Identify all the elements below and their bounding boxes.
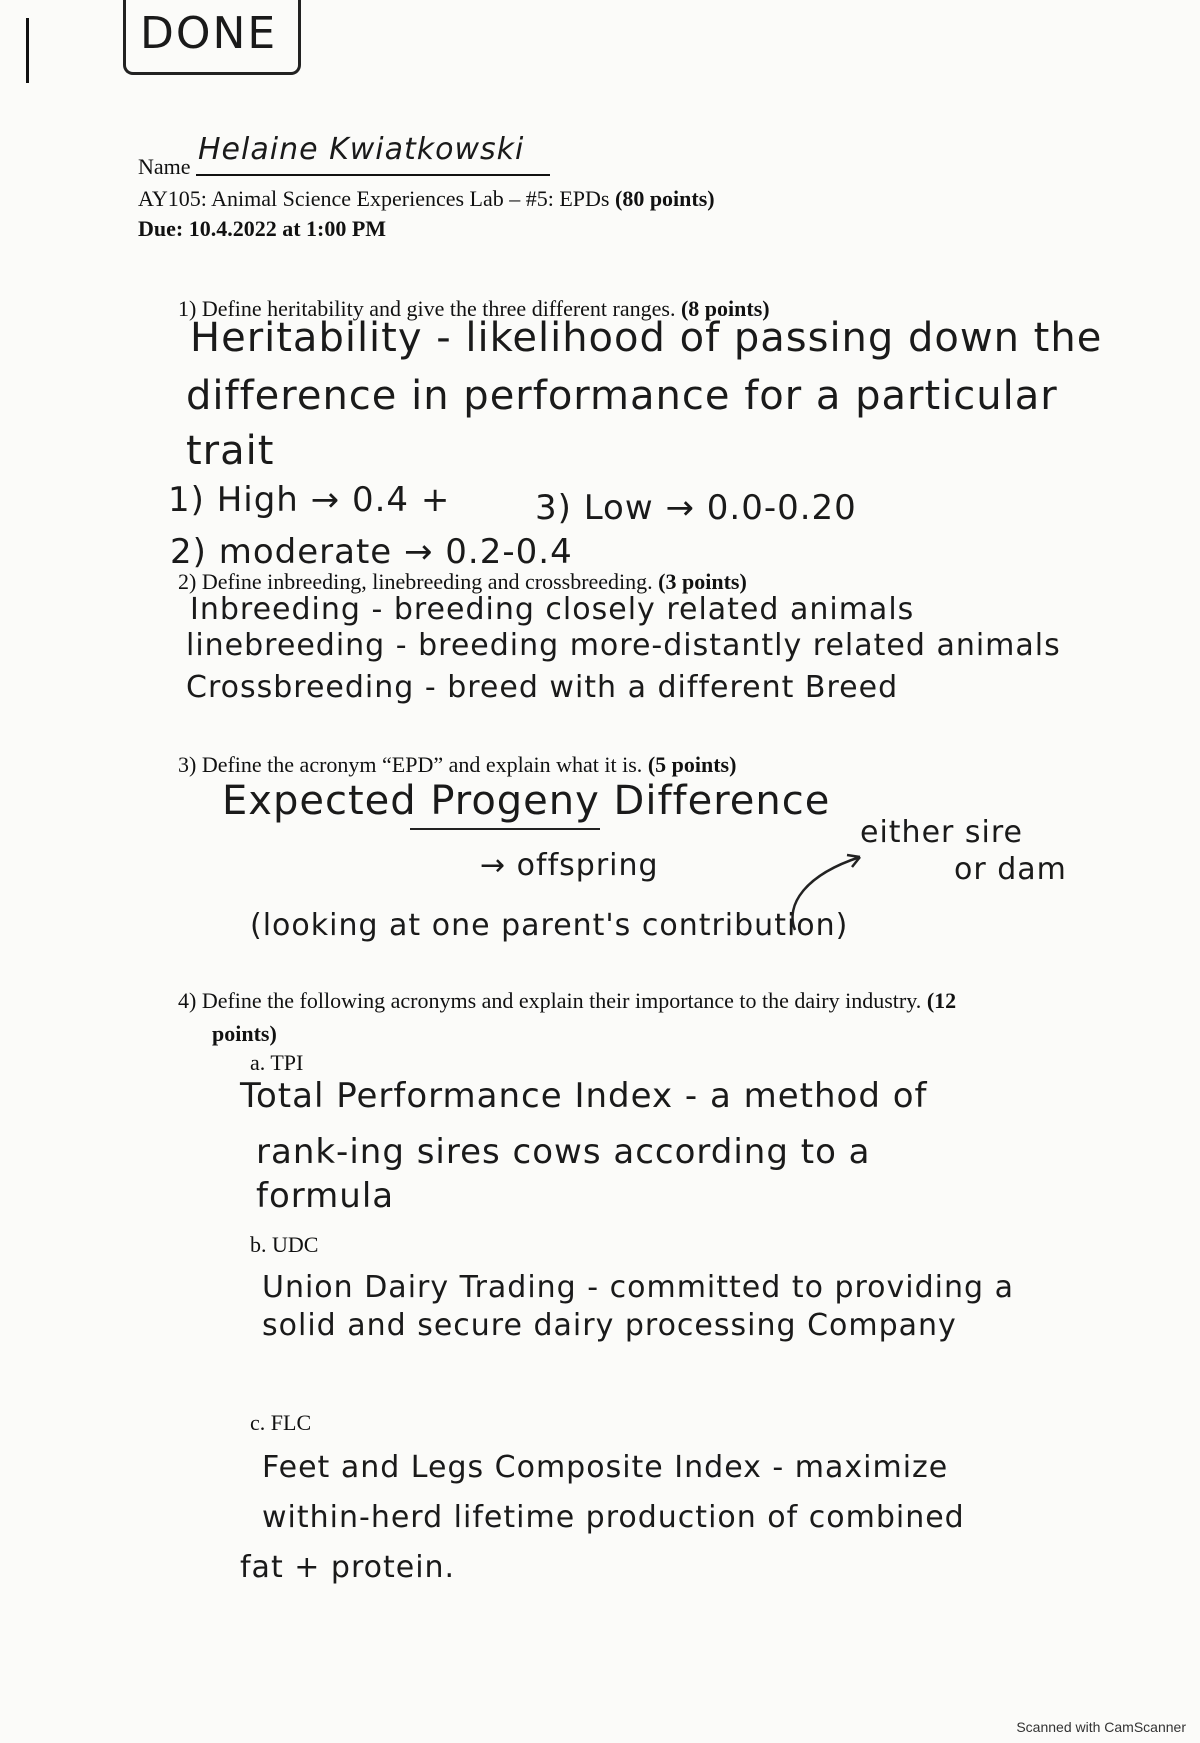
q3-progeny-underline <box>410 828 600 830</box>
q4c-line1: Feet and Legs Composite Index - maximize <box>262 1450 949 1485</box>
name-underline <box>196 174 550 176</box>
q3-points: (5 points) <box>647 752 737 777</box>
q3-prompt <box>178 752 736 778</box>
q1-answer-line2: difference in performance for a particular <box>186 373 1058 419</box>
q2-points: (3 points) <box>658 569 747 594</box>
q1-range-low: 3) Low → 0.0-0.20 <box>535 488 857 528</box>
q3-answer-or: or dam <box>954 852 1067 887</box>
due-date: Due: 10.4.2022 at 1:00 PM <box>138 216 387 241</box>
q3-answer-offspring: → offspring <box>480 848 659 883</box>
q4-prompt <box>178 988 956 1014</box>
q4a-line3: formula <box>256 1176 395 1216</box>
q1-answer-line3: trait <box>186 428 275 474</box>
q1-range-high: 1) High → 0.4 + <box>168 480 451 520</box>
q1-answer-line1: Heritability - likelihood of passing down the <box>190 315 1103 361</box>
q3-answer-either: either sire <box>860 815 1023 850</box>
course-title: AY105: Animal Science Experiences Lab – #5: EPDs <box>138 186 610 211</box>
q4b-label: b. UDC <box>250 1232 319 1257</box>
q3-answer-looking: (looking at one parent's contribution) <box>250 908 849 943</box>
q3-answer-main: Expected Progeny Difference <box>222 778 831 824</box>
course-line <box>138 186 715 212</box>
q4-points-a: (12 <box>926 988 957 1013</box>
q1-prompt-text: 1) Define heritability and give the three different ranges. <box>178 296 676 321</box>
q3-prompt-text: 3) Define the acronym “EPD” and explain what it is. <box>178 752 643 777</box>
q4a-label: a. TPI <box>250 1050 304 1075</box>
q2-prompt-text: 2) Define inbreeding, linebreeding and crossbreeding. <box>178 569 653 594</box>
scanner-watermark: Scanned with CamScanner <box>1016 1719 1186 1735</box>
q4c-line3: fat + protein. <box>240 1550 456 1585</box>
q2-answer-inbreeding: Inbreeding - breeding closely related animals <box>190 592 915 627</box>
q4a-line1: Total Performance Index - a method of <box>240 1076 928 1116</box>
q4b-line2: solid and secure dairy processing Company <box>262 1308 957 1343</box>
course-points: (80 points) <box>615 186 715 211</box>
q4-prompt-text: 4) Define the following acronyms and explain their importance to the dairy industry. <box>178 988 922 1013</box>
q4c-line2: within-herd lifetime production of combined <box>262 1500 965 1535</box>
q1-range-moderate: 2) moderate → 0.2-0.4 <box>170 532 573 572</box>
student-name: Helaine Kwiatkowski <box>198 132 525 167</box>
done-stamp-text: DONE <box>140 8 278 59</box>
q1-points: (8 points) <box>680 296 770 321</box>
q2-answer-crossbreeding: Crossbreeding - breed with a different Breed <box>186 670 899 705</box>
q4c-label: c. FLC <box>250 1410 312 1435</box>
q4a-line2: rank-ing sires cows according to a <box>256 1132 871 1172</box>
name-label: Name <box>138 154 191 179</box>
q4b-line1: Union Dairy Trading - committed to providing a <box>262 1270 1014 1305</box>
q4-points-b: points) <box>212 1021 277 1046</box>
q2-answer-linebreeding: linebreeding - breeding more-distantly related animals <box>186 628 1061 663</box>
margin-mark <box>26 18 29 83</box>
